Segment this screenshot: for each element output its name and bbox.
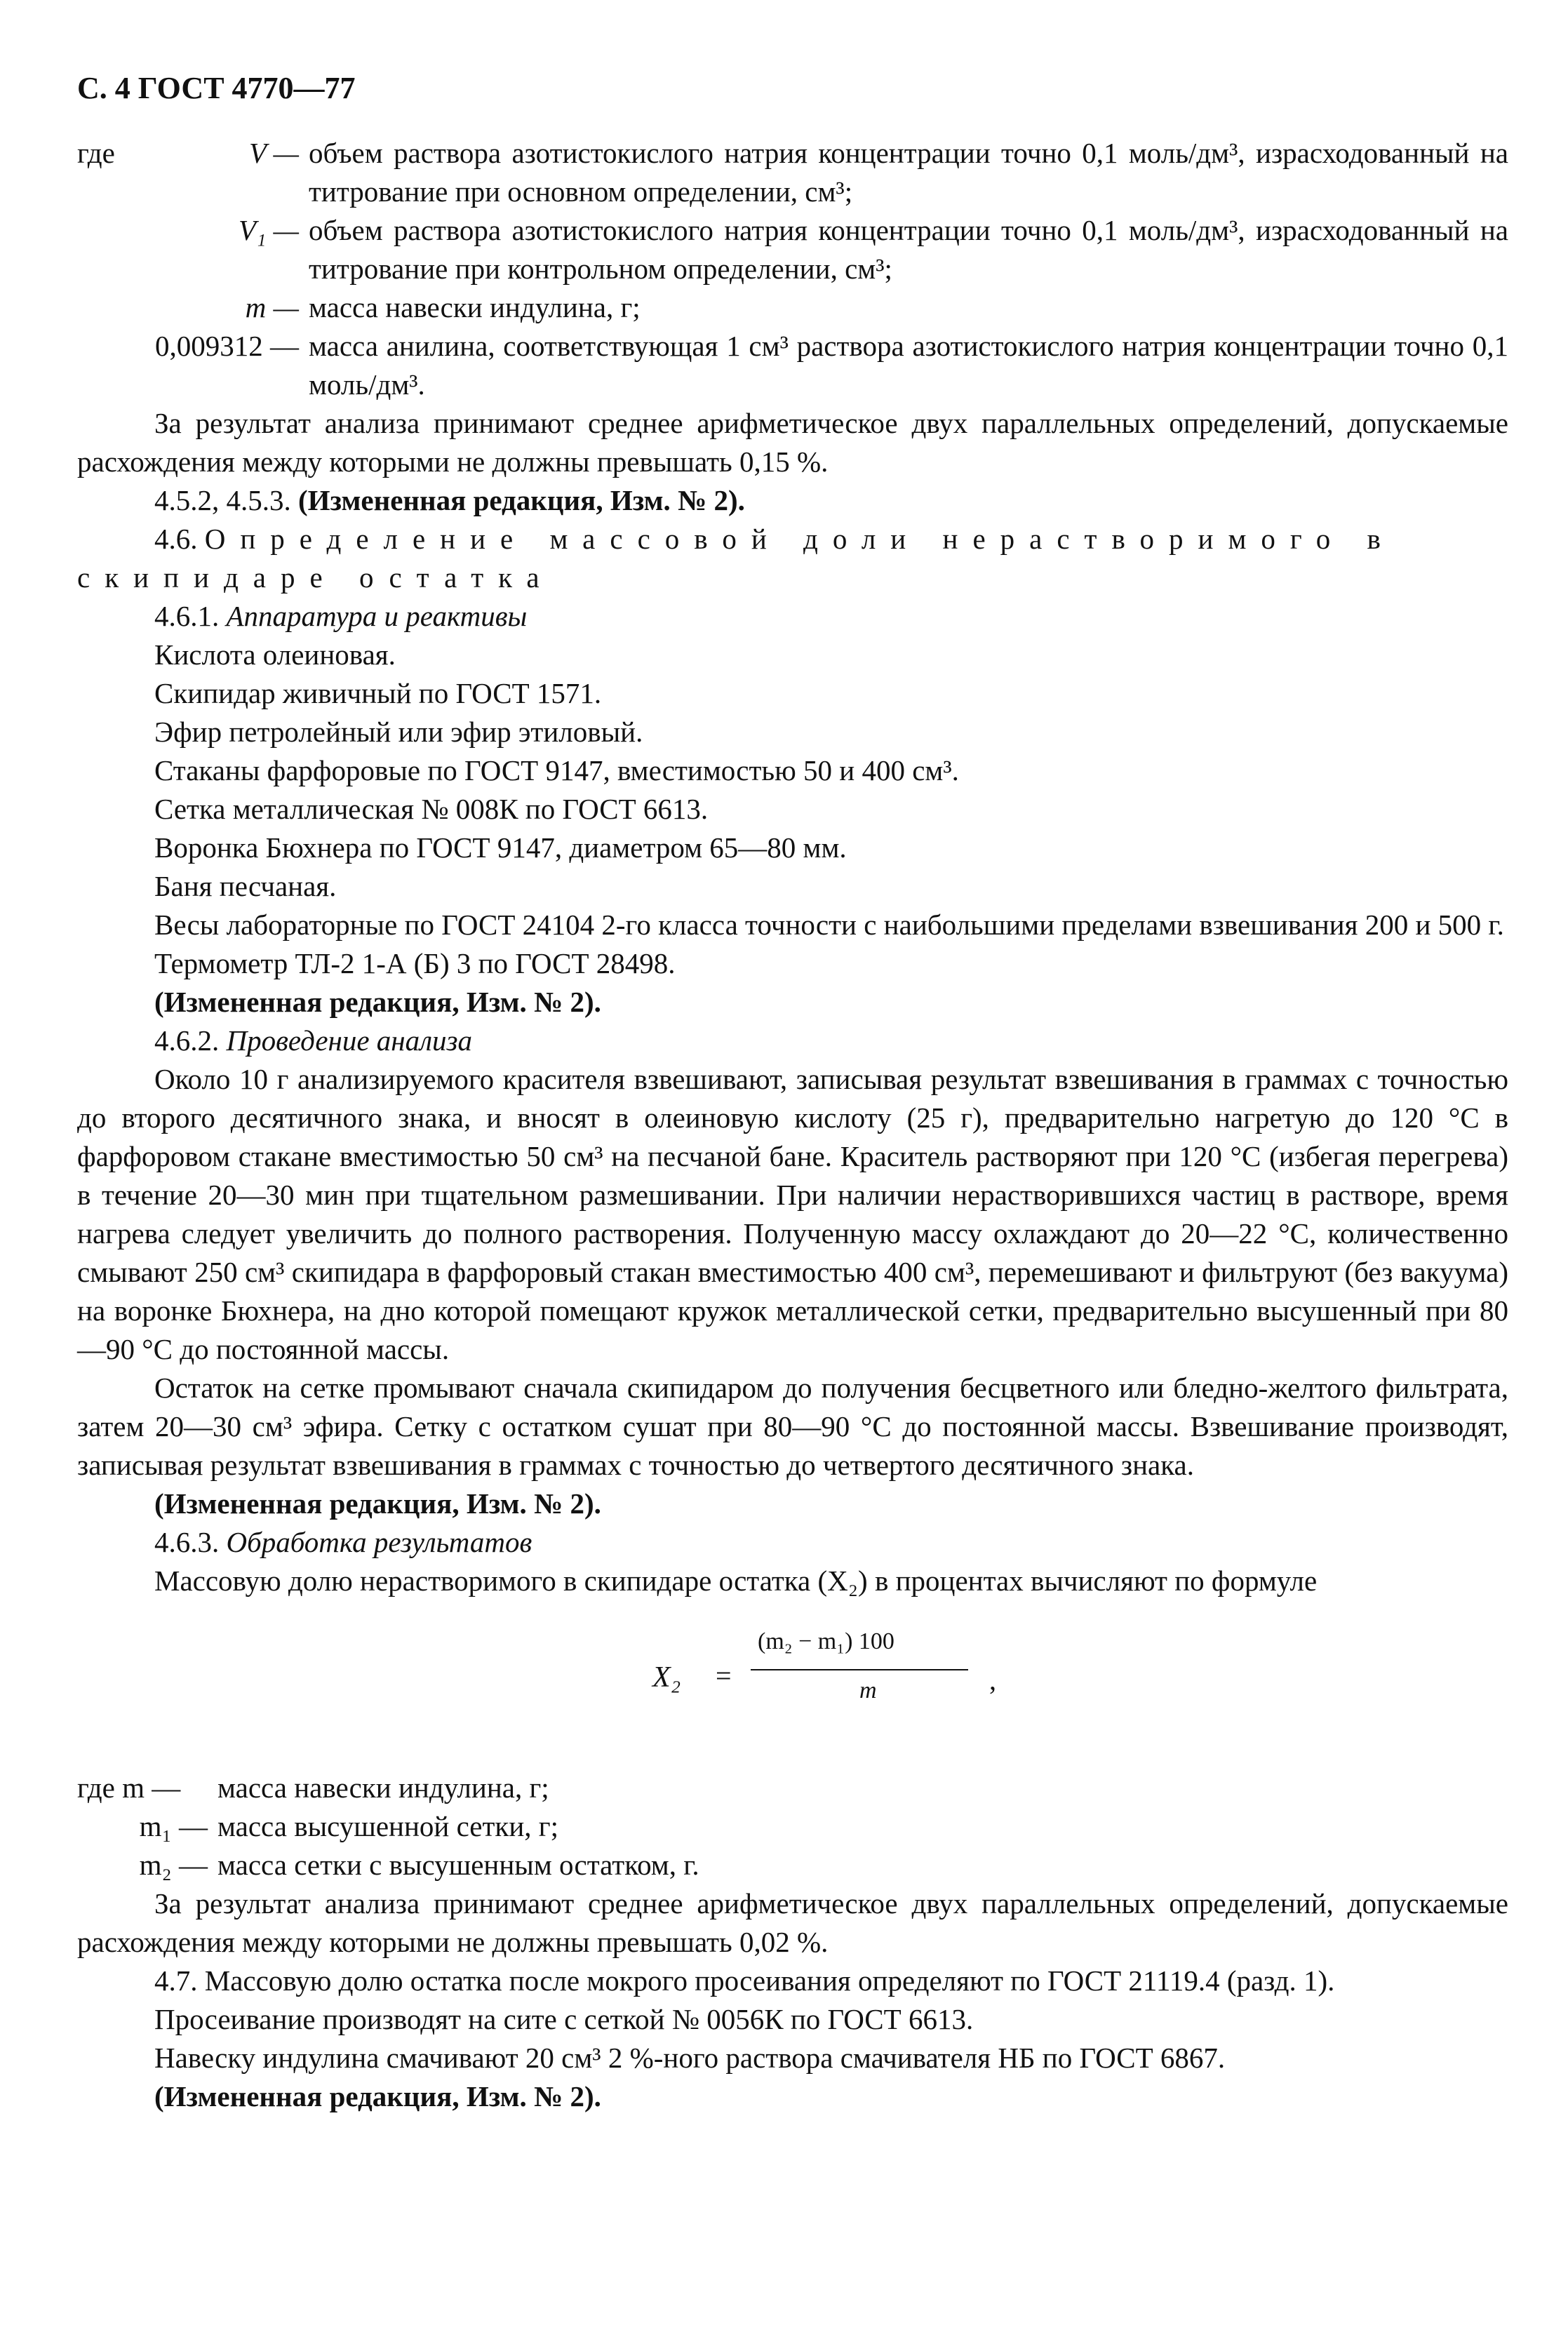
document-page: [77, 70, 1508, 2116]
symbol-m: где m —: [77, 1771, 181, 1804]
variable-definitions: [77, 134, 1508, 404]
formula-comma: ,: [989, 1664, 996, 1696]
section-4-6-3-heading: 4.6.3. Обработка результатов: [154, 1526, 532, 1558]
revision-note: (Измененная редакция, Изм. № 2).: [154, 2080, 601, 2112]
formula-numerator: (m₂ − m₁) 100: [758, 1628, 894, 1654]
definition-v1: объем раствора азотистокислого натрия концентрации точно 0,1 моль/дм³, израсходованный на титрование при контрольном определении, см³;: [309, 214, 1508, 285]
reagent-item: Сетка металлическая № 008К по ГОСТ 6613.: [154, 793, 709, 825]
definition-m2: масса сетки с высушенным остатком, г.: [217, 1849, 699, 1881]
symbol-v1: V₁ —: [238, 214, 299, 246]
definition-constant: масса анилина, соответствующая 1 см³ раствора азотистокислого натрия концентрации точно 0,1 моль/дм³.: [309, 330, 1508, 401]
formula-x2: [77, 1628, 1508, 1748]
result-paragraph-2: За результат анализа принимают среднее арифметическое двух параллельных определений, допускаемые расхождения между которыми не должны превышать 0,02 %.: [77, 1887, 1508, 1958]
symbol-constant: 0,009312 —: [155, 330, 299, 362]
procedure-paragraph: Около 10 г анализируемого красителя взвешивают, записывая результат взвешивания в граммах с точностью до второго десятичного знака, и вносят в олеиновую кислоту (25 г), предварительно нагретую до 120 °С в фарфоровом стакане вместимостью 50 см³ на песчаной бане. Краситель растворяют при 120 °С (избегая перегрева) в течение 20—30 мин при тщательном размешивании. При наличии нерастворившихся частиц в растворе, время нагрева следует увеличить до полного растворения. Полученную массу охлаждают до 20—22 °С, количественно смывают 250 см³ скипидара в фарфоровый стакан вместимостью 400 см³, перемешивают и фильтруют (без вакуума) на воронке Бюхнера, на дно которой помещают кружок металлической сетки, предварительно высушенный при 80—90 °С до постоянной массы.: [77, 1063, 1508, 1365]
fraction-bar: [751, 1669, 968, 1670]
reagent-item: Эфир петролейный или эфир этиловый.: [154, 716, 643, 748]
definition-m: масса навески индулина, г;: [217, 1771, 549, 1804]
revision-note: (Измененная редакция, Изм. № 2).: [154, 986, 601, 1018]
formula-denominator: m: [859, 1677, 877, 1703]
page-header: С. 4 ГОСТ 4770—77: [77, 71, 356, 105]
section-4-5-2-note: 4.5.2, 4.5.3. (Измененная редакция, Изм. № 2).: [154, 484, 745, 516]
reagent-item: Стаканы фарфоровые по ГОСТ 9147, вместимостью 50 и 400 см³.: [154, 754, 959, 786]
section-4-7: 4.7. Массовую долю остатка после мокрого просеивания определяют по ГОСТ 21119.4 (разд. 1).: [154, 1964, 1335, 1997]
scales-item: Весы лабораторные по ГОСТ 24104 2-го класса точности с наибольшими пределами взвешивания 200 и 500 г.: [154, 909, 1504, 941]
result-paragraph-1: За результат анализа принимают среднее арифметическое двух параллельных определений, допускаемые расхождения между которыми не должны превышать 0,15 %.: [77, 407, 1508, 478]
symbol-m1: m₁ —: [139, 1810, 208, 1842]
reagent-item: Воронка Бюхнера по ГОСТ 9147, диаметром 65—80 мм.: [154, 831, 847, 864]
definition-v: объем раствора азотистокислого натрия концентрации точно 0,1 моль/дм³, израсходованный на титрование при основном определении, см³;: [309, 137, 1508, 208]
where-label: где: [77, 137, 115, 169]
symbol-m: m —: [245, 291, 299, 323]
reagent-item: Кислота олеиновая.: [154, 638, 396, 671]
reagent-item: Баня песчаная.: [154, 870, 337, 902]
thermometer-item: Термометр ТЛ-2 1-А (Б) 3 по ГОСТ 28498.: [154, 947, 676, 979]
residue-paragraph: Остаток на сетке промывают сначала скипидаром до получения бесцветного или бледно-желтого фильтрата, затем 20—30 см³ эфира. Сетку с остатком сушат при 80—90 °С до постоянной массы. Взвешивание производят, записывая результат взвешивания в граммах с точностью до четвертого десятичного знака.: [77, 1372, 1508, 1481]
formula-definitions: [77, 1769, 1508, 1884]
section-4-6-1-heading: 4.6.1. Аппаратура и реактивы: [154, 600, 528, 632]
formula-equals: =: [716, 1660, 732, 1692]
definition-m: масса навески индулина, г;: [309, 291, 641, 323]
symbol-m2: m₂ —: [139, 1849, 208, 1881]
formula-lhs: X₂: [652, 1661, 681, 1694]
reagent-item: Скипидар живичный по ГОСТ 1571.: [154, 677, 602, 709]
revision-note: (Измененная редакция, Изм. № 2).: [154, 1487, 601, 1520]
definition-m1: масса высушенной сетки, г;: [217, 1810, 558, 1842]
symbol-v: V —: [248, 137, 299, 169]
section-4-6-heading: 4.6. Определение массовой доли нерастворимого в скипидаре остатка: [77, 523, 1395, 594]
formula-intro: Массовую долю нерастворимого в скипидаре остатка (X₂) в процентах вычисляют по формуле: [154, 1565, 1318, 1597]
section-4-6-2-heading: 4.6.2. Проведение анализа: [154, 1024, 473, 1057]
sieve-paragraph: Просеивание производят на сите с сеткой № 0056К по ГОСТ 6613.: [154, 2003, 974, 2035]
wetting-paragraph: Навеску индулина смачивают 20 см³ 2 %-ного раствора смачивателя НБ по ГОСТ 6867.: [154, 2042, 1226, 2074]
